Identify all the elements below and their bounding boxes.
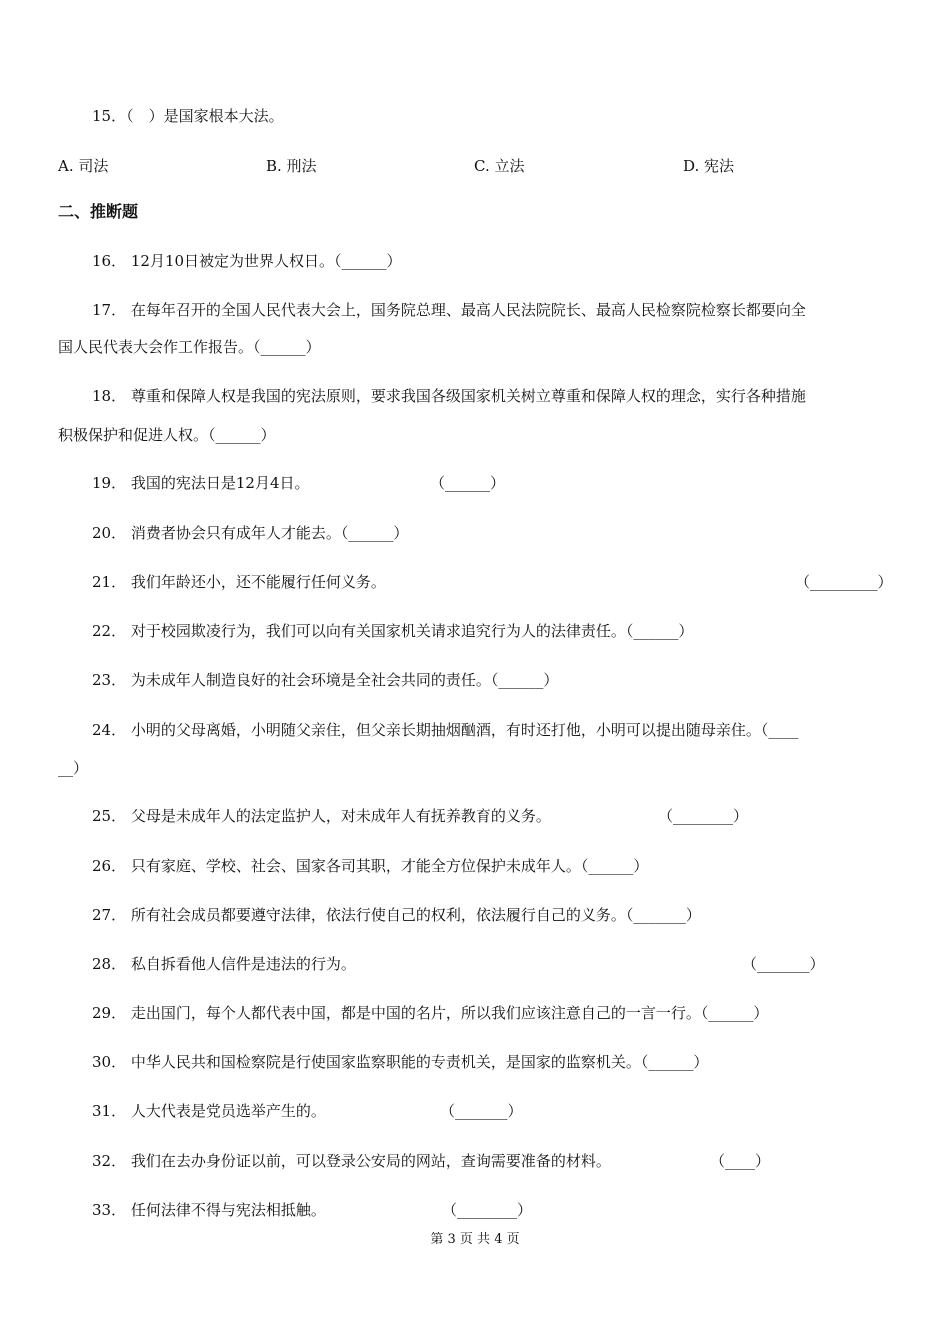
question-20: 20． 消费者协会只有成年人才能去。（______） — [92, 524, 409, 542]
question-30: 30． 中华人民共和国检察院是行使国家监察职能的专责机关，是国家的监察机关。（______） — [92, 1053, 709, 1071]
option-d: D. 宪法 — [683, 157, 735, 175]
question-33-answer-blank: （________） — [442, 1201, 533, 1219]
question-19: 19． 我国的宪法日是12月4日。 — [92, 474, 310, 492]
question-26: 26． 只有家庭、学校、社会、国家各司其职，才能全方位保护未成年人。（______） — [92, 857, 649, 875]
option-a: A. 司法 — [58, 157, 109, 175]
question-24: 24． 小明的父母离婚，小明随父亲住，但父亲长期抽烟酗酒，有时还打他，小明可以提出随母亲住。（____ — [92, 721, 799, 739]
question-25-answer-blank: （________） — [658, 807, 749, 825]
option-b: B. 刑法 — [266, 157, 317, 175]
question-16: 16． 12月10日被定为世界人权日。（______） — [92, 252, 402, 270]
option-c: C. 立法 — [474, 157, 525, 175]
question-18: 18． 尊重和保障人权是我国的宪法原则，要求我国各级国家机关树立尊重和保障人权的理念，实行各种措施 — [92, 387, 806, 405]
question-31-answer-blank: （_______） — [440, 1102, 523, 1120]
page-footer: 第 3 页 共 4 页 — [430, 1232, 520, 1247]
question-17-continued: 国人民代表大会作工作报告。（______） — [58, 338, 321, 356]
question-28: 28． 私自拆看他人信件是违法的行为。 — [92, 955, 356, 973]
question-21: 21． 我们年龄还小，还不能履行任何义务。 — [92, 573, 386, 591]
question-33: 33． 任何法律不得与宪法相抵触。 — [92, 1201, 326, 1219]
question-29: 29． 走出国门，每个人都代表中国，都是中国的名片，所以我们应该注意自己的一言一行。（______） — [92, 1004, 769, 1022]
question-17: 17． 在每年召开的全国人民代表大会上，国务院总理、最高人民法院院长、最高人民检察院检察长都要向全 — [92, 301, 806, 319]
question-31: 31． 人大代表是党员选举产生的。 — [92, 1102, 326, 1120]
question-24-continued: __） — [58, 759, 89, 777]
question-25: 25． 父母是未成年人的法定监护人，对未成年人有抚养教育的义务。 — [92, 807, 551, 825]
question-23: 23． 为未成年人制造良好的社会环境是全社会共同的责任。（______） — [92, 671, 559, 689]
question-32: 32． 我们在去办身份证以前，可以登录公安局的网站，查询需要准备的材料。 — [92, 1152, 611, 1170]
question-18-continued: 积极保护和促进人权。（______） — [58, 426, 276, 444]
section-heading: 二、推断题 — [58, 202, 139, 221]
question-28-answer-blank: （_______） — [742, 955, 825, 973]
question-19-answer-blank: （______） — [430, 474, 506, 492]
question-32-answer-blank: （____） — [710, 1152, 771, 1170]
question-27: 27． 所有社会成员都要遵守法律，依法行使自己的权利，依法履行自己的义务。（_______） — [92, 906, 701, 924]
question-21-answer-blank: （_________） — [795, 573, 893, 591]
question-22: 22． 对于校园欺凌行为，我们可以向有关国家机关请求追究行为人的法律责任。（______） — [92, 622, 694, 640]
question-15-stem: 15．（ ）是国家根本大法。 — [92, 107, 284, 125]
